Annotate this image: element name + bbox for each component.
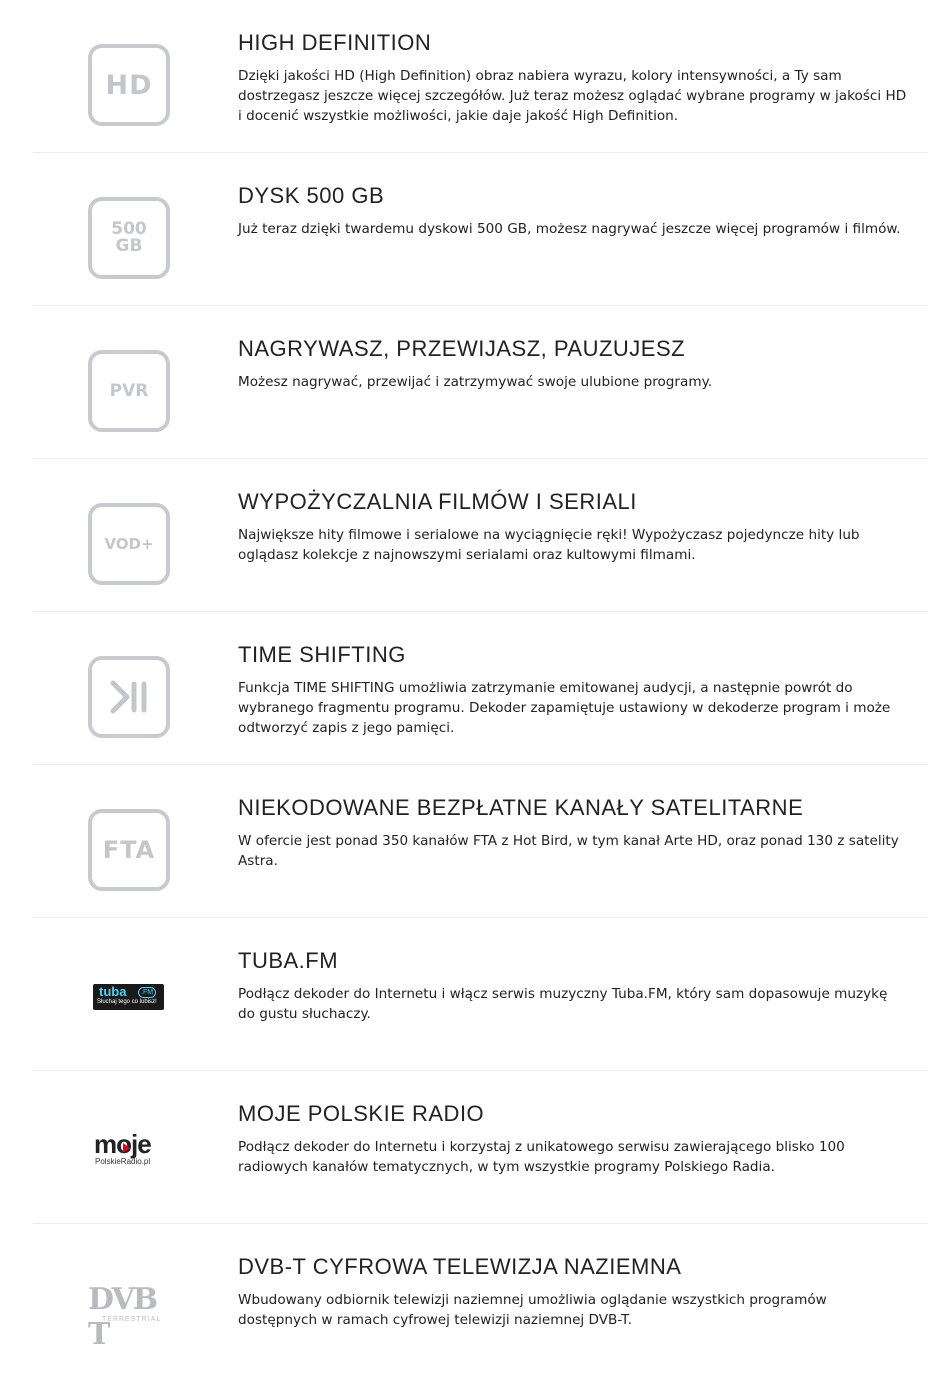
feature-title: NAGRYWASZ, PRZEWIJASZ, PAUZUJESZ (238, 336, 686, 361)
feature-description: Podłącz dekoder do Internetu i włącz serwis muzyczny Tuba.FM, który sam dopasowuje muzykę do gustu słuchaczy. (238, 986, 888, 1022)
hd-icon (88, 44, 168, 124)
disk-badge (88, 197, 170, 279)
hd-badge (88, 44, 170, 126)
feature-text (238, 336, 908, 392)
feature-title: TUBA.FM (238, 948, 339, 973)
feature-item (33, 459, 928, 612)
feature-description: Już teraz dzięki twardemu dyskowi 500 GB, możesz nagrywać jeszcze więcej programów i filmów. (238, 221, 901, 237)
vod-badge (88, 503, 170, 585)
disk-500gb-icon (88, 197, 168, 277)
feature-item (33, 0, 928, 153)
feature-description: Największe hity filmowe i serialowe na wyciągnięcie ręki! Wypożyczasz pojedyncze hity lub oglądasz kolekcje z najnowszymi serialami oraz kultowymi filmami. (238, 527, 860, 563)
moje-logo-word: moje (94, 1129, 151, 1159)
disk-badge-line2: GB (115, 236, 143, 256)
feature-description: Możesz nagrywać, przewijać i zatrzymywać swoje ulubione programy. (238, 374, 713, 390)
feature-title: TIME SHIFTING (238, 642, 406, 667)
vod-badge-label: VOD+ (104, 535, 154, 553)
feature-description: Podłącz dekoder do Internetu i korzystaj z unikatowego serwisu zawierającego blisko 100 radiowych kanałów tematycznych, w tym wszystkie programy Polskiego Radia. (238, 1139, 845, 1175)
moje-polskie-radio-logo (89, 1129, 169, 1175)
dvb-logo-word: DVB T (88, 1282, 157, 1352)
feature-description: Dzięki jakości HD (High Definition) obraz nabiera wyrazu, kolory intensywności, a Ty sam dostrzegasz jeszcze więcej szczegółów. Już teraz możesz oglądać wybrane programy w jakości HD i docenić wszystkie możliwości, jakie daje jakość High Definition. (238, 68, 907, 124)
feature-text (238, 489, 908, 565)
fta-badge (88, 809, 170, 891)
dvb-t-logo (88, 1282, 172, 1352)
disk-badge-line1: 500 (111, 219, 147, 239)
feature-title: WYPOŻYCZALNIA FILMÓW I SERIALI (238, 489, 637, 514)
feature-description: Funkcja TIME SHIFTING umożliwia zatrzymanie emitowanej audycji, a następnie powrót do wybranego fragmentu programu. Dekoder zapamiętuje ustawiony w dekoderze program i może odtworzyć zapis z jego pamięci. (238, 680, 891, 736)
play-pause-icon (88, 656, 168, 736)
feature-text (238, 948, 908, 1024)
fta-icon (88, 809, 168, 889)
tuba-logo-fm: .FM (138, 987, 156, 998)
feature-item (33, 918, 928, 1071)
feature-text (238, 30, 908, 126)
play-pause-glyph (107, 677, 151, 717)
vod-plus-icon (88, 503, 168, 583)
feature-text (238, 795, 908, 871)
feature-text (238, 642, 908, 738)
fta-badge-label: FTA (102, 836, 156, 864)
tuba-logo-word: tuba (99, 984, 127, 999)
pvr-icon (88, 350, 168, 430)
play-triangle-icon (123, 1143, 130, 1153)
play-pause-badge (88, 656, 170, 738)
feature-title: DVB-T CYFROWA TELEWIZJA NAZIEMNA (238, 1254, 682, 1279)
feature-title: DYSK 500 GB (238, 183, 385, 208)
feature-description: W ofercie jest ponad 350 kanałów FTA z Hot Bird, w tym kanał Arte HD, oraz ponad 130 z satelity Astra. (238, 833, 899, 869)
feature-item (33, 612, 928, 765)
feature-description: Wbudowany odbiornik telewizji naziemnej umożliwia oglądanie wszystkich programów dostępnych w ramach cyfrowej telewizji naziemnej DVB-T. (238, 1292, 827, 1328)
feature-item (33, 153, 928, 306)
feature-item (33, 765, 928, 918)
pvr-badge-label: PVR (109, 381, 149, 401)
feature-title: NIEKODOWANE BEZPŁATNE KANAŁY SATELITARNE (238, 795, 804, 820)
feature-item (33, 1224, 928, 1377)
feature-text (238, 1101, 908, 1177)
feature-title: MOJE POLSKIE RADIO (238, 1101, 485, 1126)
feature-title: HIGH DEFINITION (238, 30, 432, 55)
tuba-fm-logo (93, 984, 164, 1010)
feature-text (238, 1254, 908, 1330)
tuba-logo-tagline: Słuchaj tego co lubisz! (97, 999, 157, 1005)
feature-item (33, 1071, 928, 1224)
moje-logo-sub: PolskieRadio.pl (95, 1157, 151, 1166)
feature-text (238, 183, 908, 239)
dvb-logo-sub: TERRESTRIAL (102, 1316, 162, 1323)
feature-item (33, 306, 928, 459)
pvr-badge (88, 350, 170, 432)
hd-badge-label: HD (105, 69, 153, 101)
